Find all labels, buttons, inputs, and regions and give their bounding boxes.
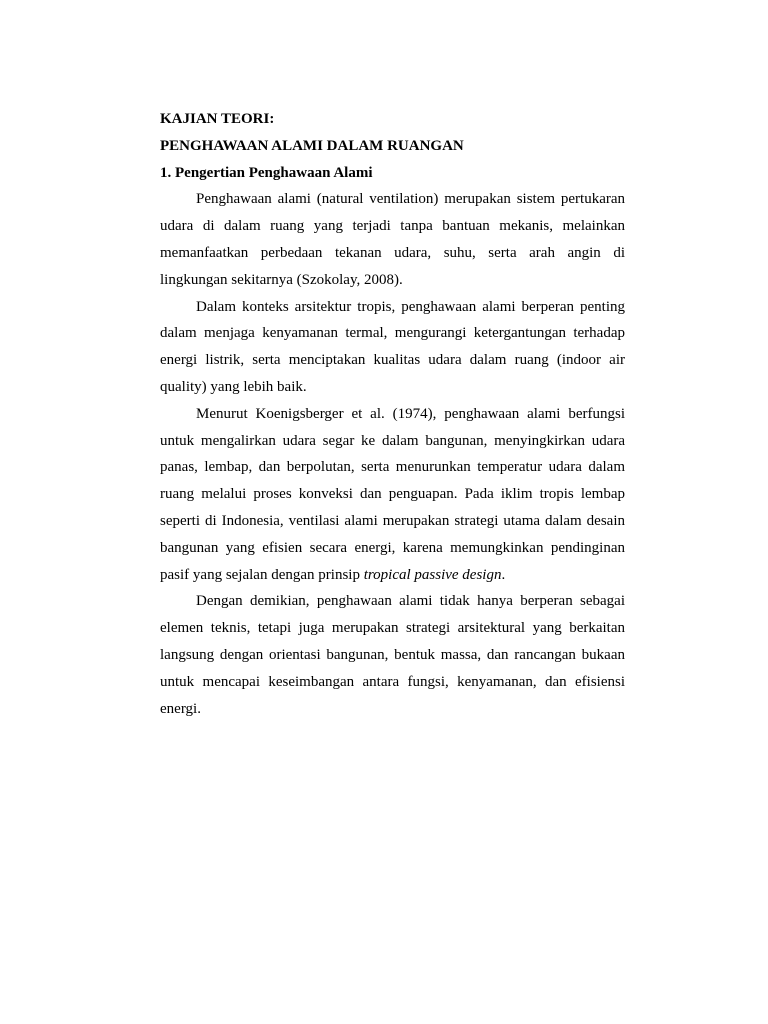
- paragraph-3: [160, 401, 625, 589]
- paragraph-4: Dengan demikian, penghawaan alami tidak hanya berperan sebagai elemen teknis, tetapi juga merupakan strategi arsitektural yang berkaitan langsung dengan orientasi bangunan, bentuk massa, dan rancangan bukaan untuk mencapai keseimbangan antara fungsi, kenyamanan, dan efisiensi energi.: [160, 593, 625, 717]
- paragraph-3-end: .: [501, 566, 506, 583]
- paragraph-2: Dalam konteks arsitektur tropis, penghawaan alami berperan penting dalam menjaga kenyamanan termal, mengurangi ketergantungan terhadap energi listrik, serta menciptakan kualitas udara dalam ruang (indoor air quality) yang lebih baik.: [160, 298, 625, 395]
- paragraph-1: Penghawaan alami (natural ventilation) merupakan sistem pertukaran udara di dalam ruang yang terjadi tanpa bantuan mekanis, melainkan memanfaatkan perbedaan tekanan udara, suhu, serta arah angin di lingkungan sekitarnya (Szokolay, 2008).: [160, 191, 625, 288]
- heading-kajian-teori: KAJIAN TEORI:: [160, 111, 275, 127]
- section-title: 1. Pengertian Penghawaan Alami: [160, 164, 373, 181]
- paragraph-3-italic: tropical passive design: [363, 566, 502, 583]
- paragraph-3-text: Menurut Koenigsberger et al. (1974), penghawaan alami berfungsi untuk mengalirkan udara segar ke dalam bangunan, menyingkirkan udara panas, lembap, dan berpolutan, serta menurunkan temperatur udara dalam ruang melalui proses konveksi dan penguapan. Pada iklim tropis lembap seperti di Indonesia, ventilasi alami merupakan strategi utama dalam desain bangunan yang efisien secara energi, karena memungkinkan pendinginan pasif yang sejalan dengan prinsip: [160, 405, 625, 583]
- heading-penghawaan-alami: PENGHAWAAN ALAMI DALAM RUANGAN: [160, 137, 464, 154]
- document-body: [160, 106, 625, 722]
